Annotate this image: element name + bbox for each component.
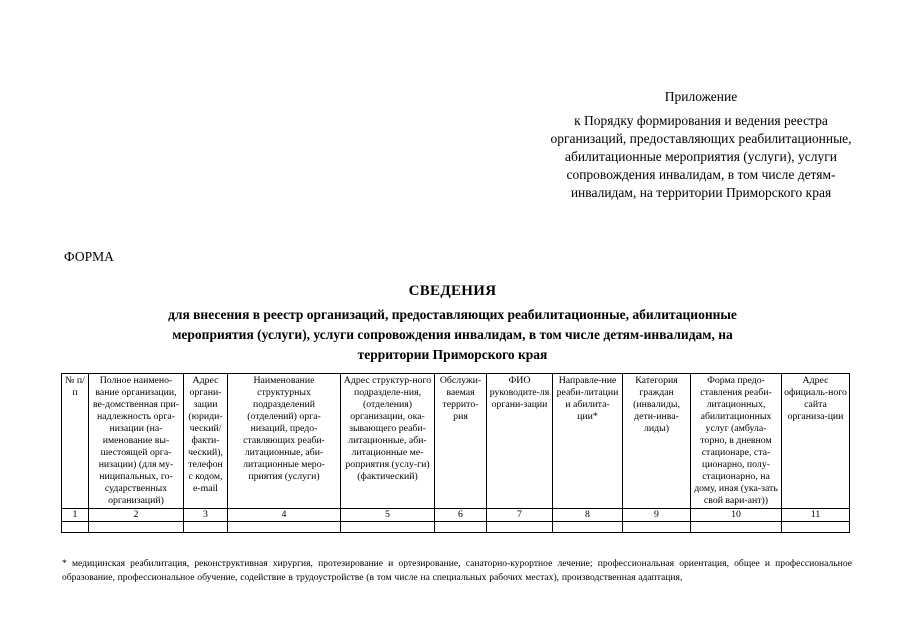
- header-cell-number: № п/п: [62, 374, 89, 509]
- appendix-block: [540, 88, 862, 202]
- empty-cell: [691, 522, 782, 533]
- form-label: ФОРМА: [64, 249, 114, 264]
- empty-cell: [623, 522, 691, 533]
- appendix-title: Приложение: [664, 89, 738, 104]
- empty-cell: [184, 522, 228, 533]
- empty-cell: [62, 522, 89, 533]
- column-number-cell: 8: [553, 509, 623, 522]
- table-header-row: [62, 374, 850, 509]
- footnote: * медицинская реабилитация, реконструктивная хирургия, протезирование и ортезирование, санаторно-курортное лечение; профессиональная ориентация, общее и профессиональное образование, профессиональное обучение, содействие в трудоустройстве (в том числе на специальных рабочих местах), производственная адаптация,: [62, 558, 852, 583]
- header-cell-org-address: Адрес органи-зации (юриди-ческий/ факти-ческий), телефон с кодом, e-mail: [184, 374, 228, 509]
- document-subheading: для внесения в реестр организаций, предоставляющих реабилитационные, абилитационные мероприятия (услуги), услуги сопровождения инвалидам, в том числе детям-инвалидам, на территории Приморского края: [168, 307, 737, 362]
- header-cell-category: Категория граждан (инвалиды, дети-инва-лиды): [623, 374, 691, 509]
- document-heading: СВЕДЕНИЯ: [408, 283, 497, 299]
- register-table: [61, 373, 850, 533]
- column-number-cell: 11: [782, 509, 850, 522]
- empty-cell: [487, 522, 553, 533]
- header-cell-territory: Обслужи-ваемая террито-рия: [435, 374, 487, 509]
- column-number-cell: 9: [623, 509, 691, 522]
- column-number-cell: 6: [435, 509, 487, 522]
- header-cell-director: ФИО руководите-ля органи-зации: [487, 374, 553, 509]
- empty-cell: [435, 522, 487, 533]
- empty-cell: [228, 522, 341, 533]
- column-number-cell: 5: [341, 509, 435, 522]
- empty-cell: [89, 522, 184, 533]
- header-cell-subdivisions: Наименование структурных подразделений (отделений) орга-низаций, предо-ставляющих реаби-литационные, аби-литационные меро-приятия (услуги): [228, 374, 341, 509]
- column-number-cell: 2: [89, 509, 184, 522]
- table-row-numbers: [62, 509, 850, 522]
- column-number-cell: 4: [228, 509, 341, 522]
- header-cell-direction: Направле-ние реаби-литации и абилита-ции*: [553, 374, 623, 509]
- header-cell-org-name: Полное наимено-вание организации, ве-домственная при-надлежность орга-низации (на-именование вы-шестоящей орга-низации) (для му-ниципальных, го-сударственных организаций): [89, 374, 184, 509]
- appendix-text: к Порядку формирования и ведения реестра организаций, предоставляющих реабилитационные, абилитационные мероприятия (услуги), услуги сопровождения инвалидам, в том числе детям-инвалидам, на территории Приморского края: [550, 113, 852, 200]
- column-number-cell: 3: [184, 509, 228, 522]
- empty-cell: [553, 522, 623, 533]
- column-number-cell: 7: [487, 509, 553, 522]
- header-cell-service-form: Форма предо-ставления реаби-литационных, абилитационных услуг (амбула-торно, в дневном стационаре, ста-ционарно, полу-стационарно, на дому, иная (ука-зать свой вари-ант)): [691, 374, 782, 509]
- empty-cell: [782, 522, 850, 533]
- header-cell-subdivision-address: Адрес структур-ного подразделе-ния, (отделения) организации, ока-зывающего реаби-литационные, аби-литационные ме-роприятия (услу-ги) (фактический): [341, 374, 435, 509]
- table-row-empty: [62, 522, 850, 533]
- empty-cell: [341, 522, 435, 533]
- column-number-cell: 1: [62, 509, 89, 522]
- header-cell-website: Адрес официаль-ного сайта организа-ции: [782, 374, 850, 509]
- column-number-cell: 10: [691, 509, 782, 522]
